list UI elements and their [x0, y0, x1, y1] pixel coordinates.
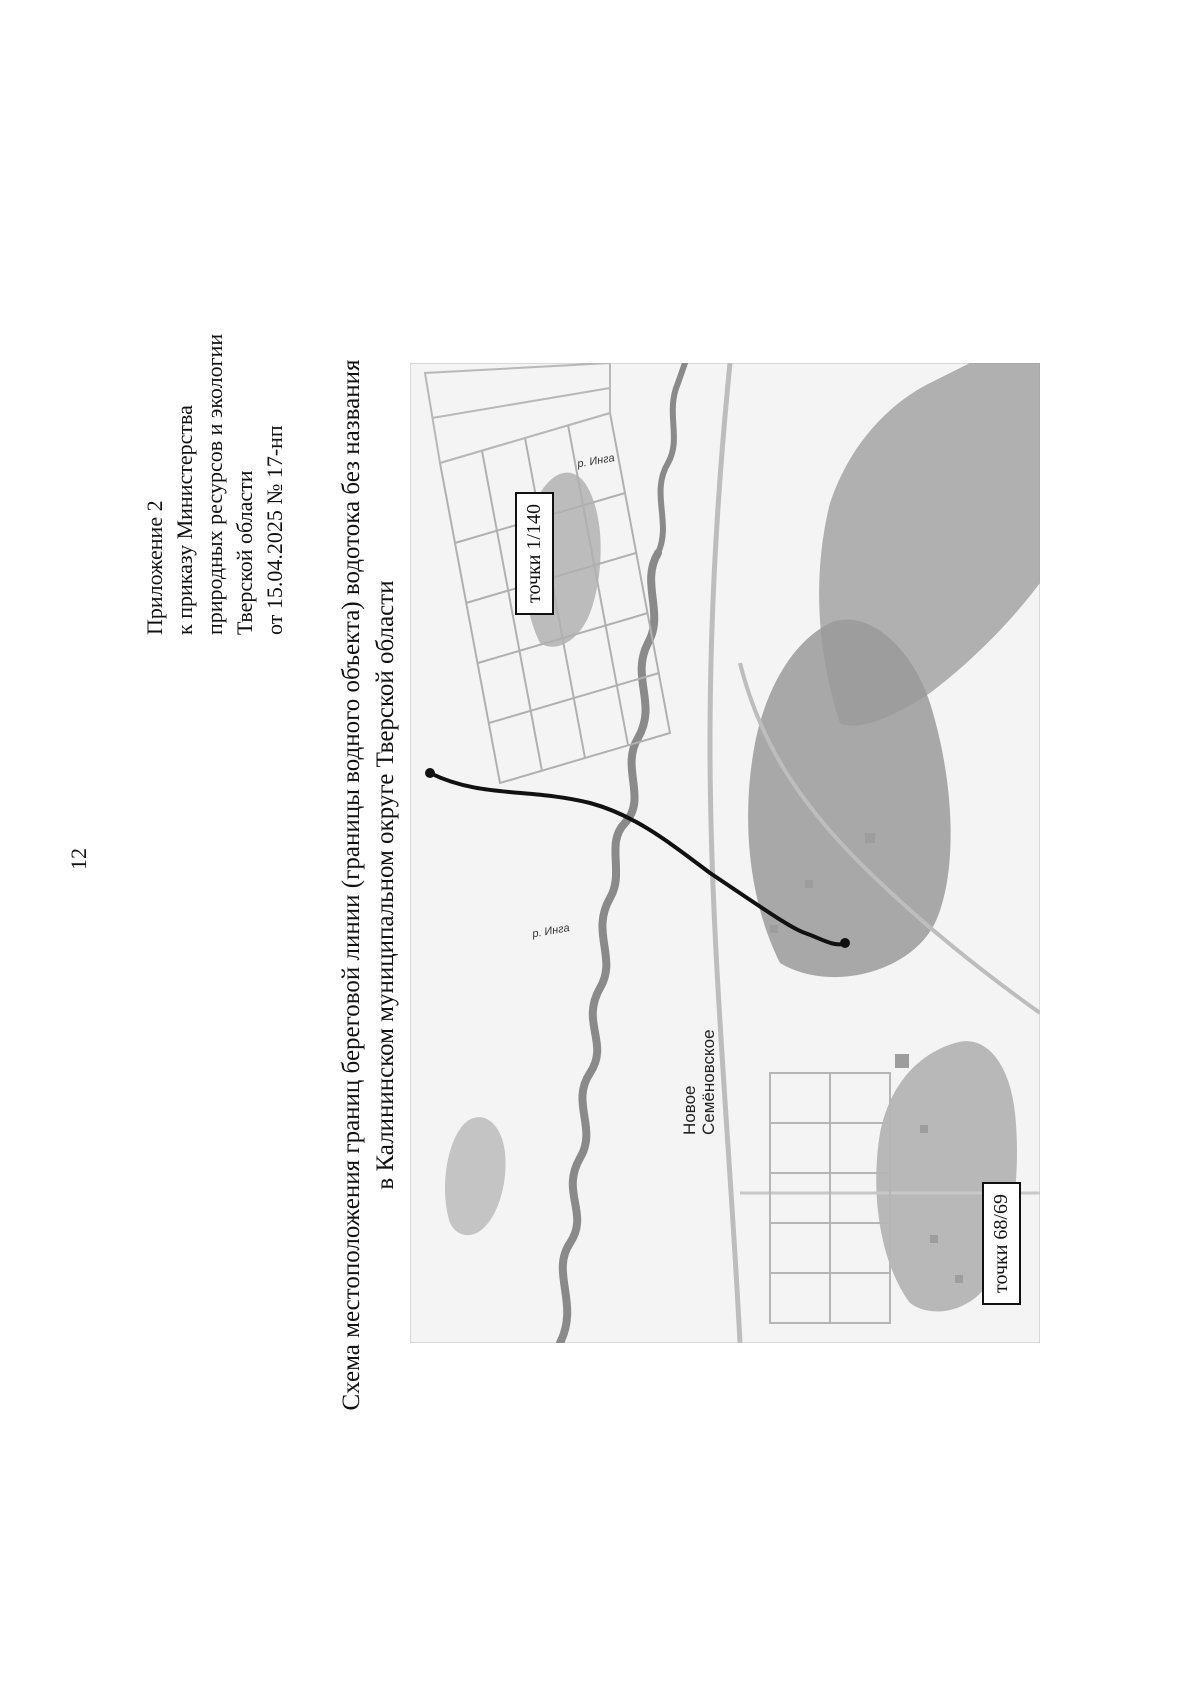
map-svg	[410, 363, 1040, 1343]
appendix-line: Тверской области	[232, 470, 257, 635]
map-image	[410, 363, 1040, 1343]
title-line: в Калининском муниципальном округе Тверской области	[372, 580, 399, 1190]
village-label-line: Семёновское	[699, 1029, 718, 1135]
title-line: Схема местоположения границ береговой линии (границы водного объекта) водотока без названия	[338, 359, 365, 1411]
appendix-line: к приказу Министерства	[172, 405, 197, 635]
end-point	[840, 938, 850, 948]
river-label: р. Инга	[576, 452, 616, 471]
label-start-points: точки 1/140	[515, 492, 554, 615]
label-end-points: точки 68/69	[982, 1182, 1021, 1305]
village-label	[680, 1029, 718, 1135]
page-number: 12	[66, 848, 91, 870]
appendix-block	[140, 334, 290, 635]
appendix-line: природных ресурсов и экологии	[202, 333, 227, 635]
village-label-line: Новое	[680, 1085, 699, 1135]
scheme-title	[335, 315, 403, 1455]
river-label: р. Инга	[531, 922, 571, 941]
start-point	[425, 768, 435, 778]
appendix-line: Приложение 2	[142, 500, 167, 635]
appendix-line: от 15.04.2025 № 17-нп	[262, 425, 287, 635]
